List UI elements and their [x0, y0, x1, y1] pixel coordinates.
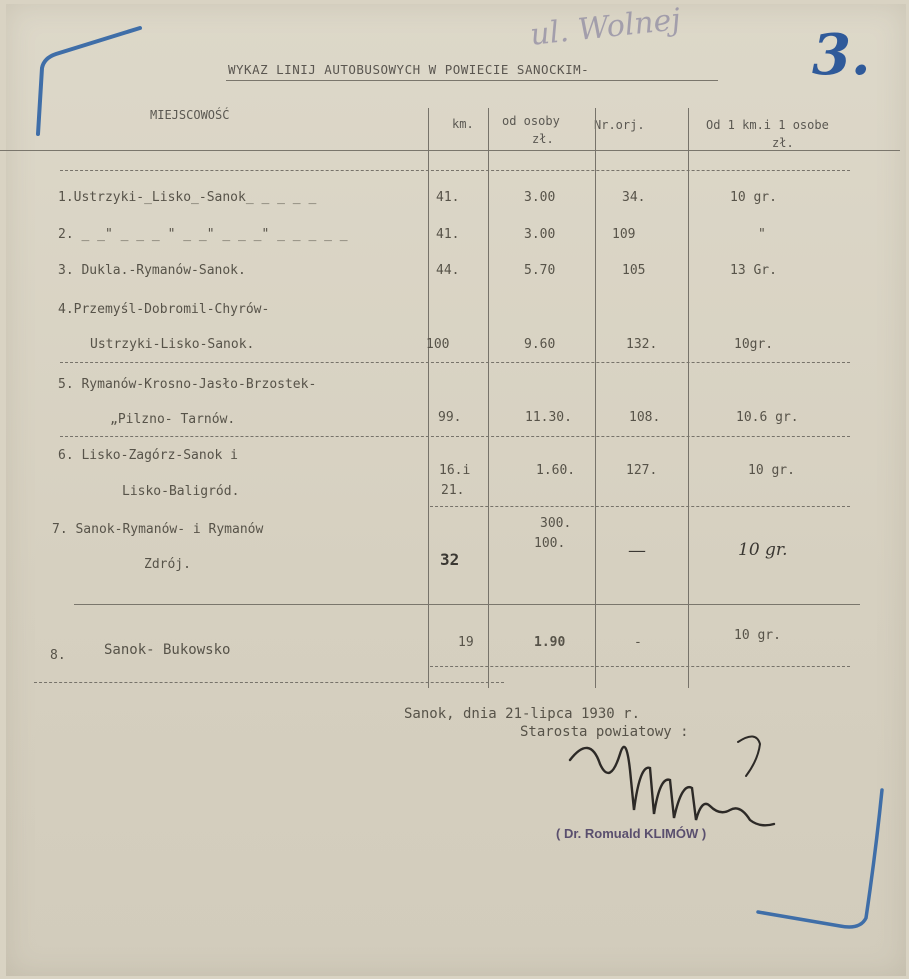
row-fare: 1.60.	[536, 463, 576, 478]
row-km: 100	[426, 337, 450, 352]
row-reg: 132.	[626, 337, 658, 352]
column-rule	[688, 108, 689, 688]
row-km: 99.	[438, 410, 462, 425]
margin-note: ul. Wolnej	[528, 2, 683, 53]
header-per-person: od osoby	[502, 114, 560, 128]
header-reg-no: Nr.orj.	[594, 118, 645, 132]
row-fare: 5.70	[524, 263, 556, 278]
document-title: WYKAZ LINIJ AUTOBUSOWYCH W POWIECIE SANOCKIM-	[228, 62, 590, 77]
row-reg: 105	[622, 263, 646, 278]
row-km: 19	[458, 635, 474, 650]
row-route-continued: Zdrój.	[144, 557, 191, 572]
row-km: 44.	[436, 263, 460, 278]
row-km: 16.i	[439, 463, 471, 478]
header-rule	[0, 150, 900, 151]
row-rate: 10gr.	[734, 337, 774, 352]
row-route: Sanok- Bukowsko	[104, 642, 231, 658]
row-separator	[60, 362, 850, 363]
row-rate: 10 gr.	[748, 463, 795, 478]
row-route: 6. Lisko-Zagórz-Sanok i	[58, 448, 239, 463]
row-reg: -	[634, 635, 642, 650]
row-separator	[430, 506, 850, 507]
row-route-continued: Ustrzyki-Lisko-Sanok.	[90, 337, 255, 352]
row-fare: 300.	[540, 516, 572, 531]
row-rate: 10 gr.	[738, 540, 788, 560]
row-route: 4.Przemyśl-Dobromil-Chyrów-	[58, 302, 270, 317]
row-route: 3. Dukla.-Rymanów-Sanok.	[58, 263, 246, 278]
row-route: 5. Rymanów-Krosno-Jasło-Brzostek-	[58, 377, 317, 392]
row-separator	[74, 604, 860, 605]
row-reg: 127.	[626, 463, 658, 478]
row-fare: 3.00	[524, 190, 556, 205]
row-route: 7. Sanok-Rymanów- i Rymanów	[52, 522, 264, 537]
row-km-continued: 21.	[441, 483, 465, 498]
row-separator	[60, 436, 850, 437]
signer-stamp: ( Dr. Romuald KLIMÓW )	[556, 826, 707, 841]
row-rate: 10 gr.	[734, 628, 781, 643]
row-separator	[60, 170, 850, 171]
row-fare: 3.00	[524, 227, 556, 242]
place-date: Sanok, dnia 21-lipca 1930 r.	[404, 706, 641, 722]
column-rule	[595, 108, 596, 688]
page-number: 3.	[812, 22, 871, 88]
row-route: 1.Ustrzyki-_Lisko_-Sanok_ _ _ _ _	[58, 190, 317, 205]
row-reg: —	[628, 540, 646, 561]
header-per-person-unit: zł.	[532, 132, 554, 146]
row-km: 32	[440, 550, 460, 569]
row-number: 8.	[50, 648, 66, 663]
column-rule	[488, 108, 489, 688]
row-fare: 1.90	[534, 635, 566, 650]
row-rate: 10 gr.	[730, 190, 777, 205]
row-rate: 10.6 gr.	[736, 410, 799, 425]
row-route: 2. _ _" _ _ _ " _ _" _ _ _" _ _ _ _ _	[58, 227, 348, 242]
row-separator	[430, 666, 850, 667]
header-per-km-unit: zł.	[772, 136, 794, 150]
signer-role: Starosta powiatowy :	[520, 724, 689, 740]
row-separator	[34, 682, 504, 683]
row-fare: 11.30.	[525, 410, 572, 425]
row-rate: 13 Gr.	[730, 263, 777, 278]
column-rule	[428, 108, 429, 688]
row-fare: 9.60	[524, 337, 556, 352]
row-reg: 34.	[622, 190, 646, 205]
row-km: 41.	[436, 227, 460, 242]
row-route-continued: „Pilzno- Tarnów.	[110, 412, 236, 427]
header-per-km: Od 1 km.i 1 osobe	[706, 118, 829, 132]
row-reg: 109	[612, 227, 636, 242]
row-rate: "	[758, 227, 766, 242]
header-km: km.	[452, 117, 474, 131]
row-km: 41.	[436, 190, 460, 205]
row-reg: 108.	[629, 410, 661, 425]
row-route-continued: Lisko-Baligród.	[122, 484, 240, 499]
title-underline	[226, 80, 718, 81]
header-place: MIEJSCOWOŚĆ	[150, 108, 230, 122]
row-fare-continued: 100.	[534, 536, 566, 551]
